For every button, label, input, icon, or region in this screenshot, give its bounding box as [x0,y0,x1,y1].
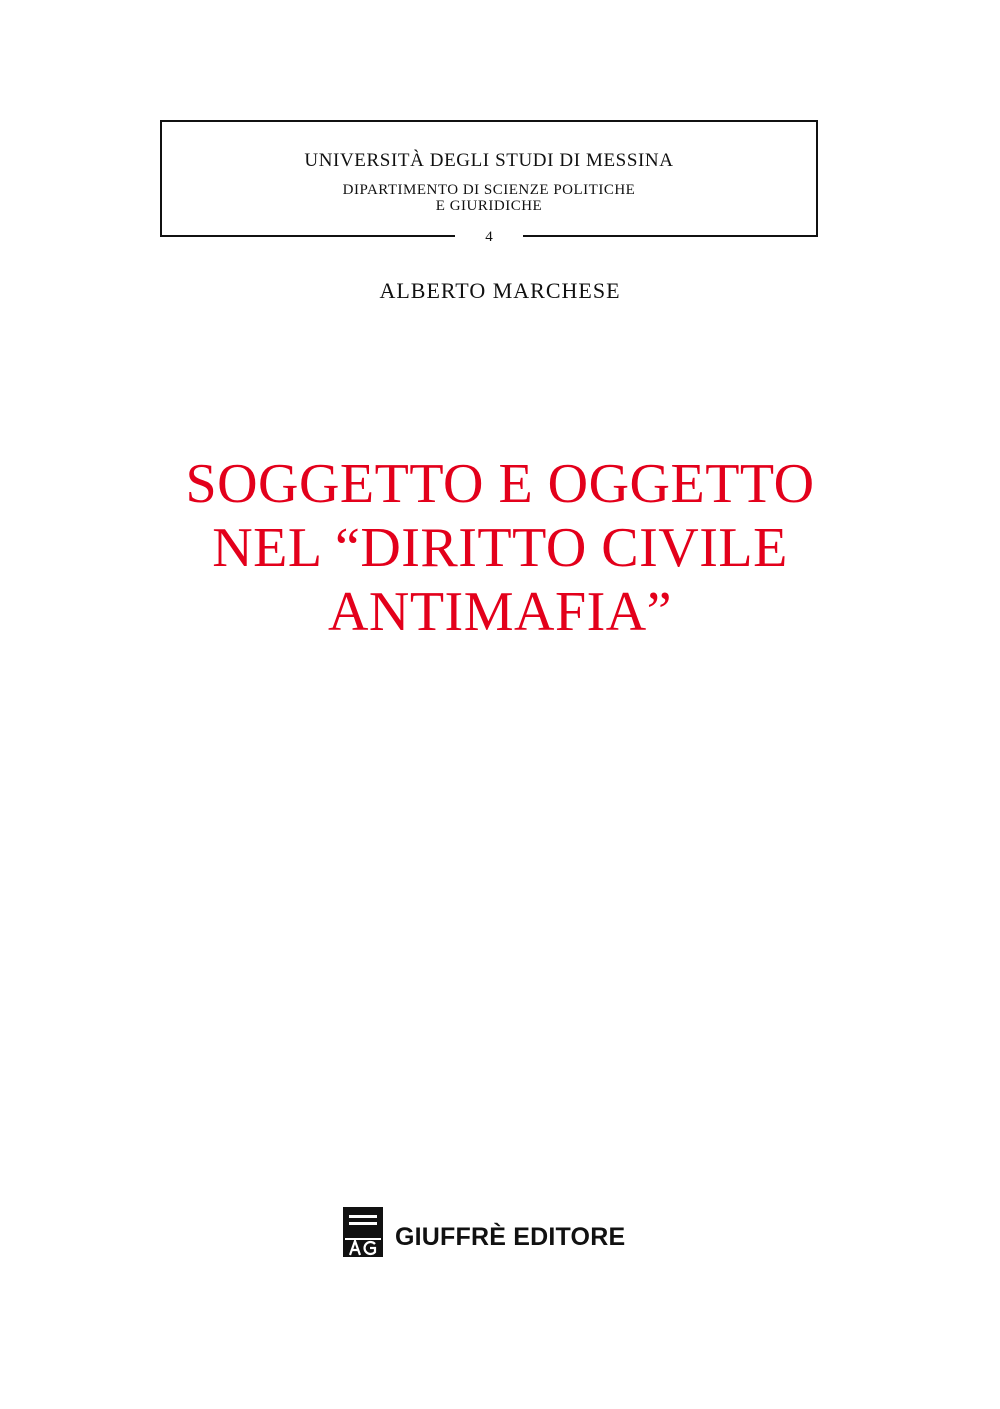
series-department-line-2: E GIURIDICHE [435,198,543,214]
series-box [160,120,818,245]
series-university: UNIVERSITÀ DEGLI STUDI DI MESSINA [304,150,674,171]
publisher-logo-top [345,1209,381,1240]
series-department-line-1: DIPARTIMENTO DI SCIENZE POLITICHE [342,182,636,198]
publisher-logo [343,1207,383,1257]
publisher-logo-ag-icon [348,1240,378,1256]
book-title-line-1: SOGGETTO E OGGETTO [185,453,815,515]
publisher-logo-bottom [345,1240,381,1256]
publisher-logo-motto-icon [345,1209,381,1233]
author-name: ALBERTO MARCHESE [379,278,621,303]
series-department [162,182,816,214]
series-number [162,227,816,247]
publisher [343,1206,625,1258]
book-title [0,452,1000,644]
book-title-line-2: NEL “DIRITTO CIVILE [212,517,788,579]
publisher-name: GIUFFRÈ EDITORE [395,1222,626,1251]
series-number-value: 4 [455,229,523,245]
book-title-line-3: ANTIMAFIA” [327,581,673,643]
